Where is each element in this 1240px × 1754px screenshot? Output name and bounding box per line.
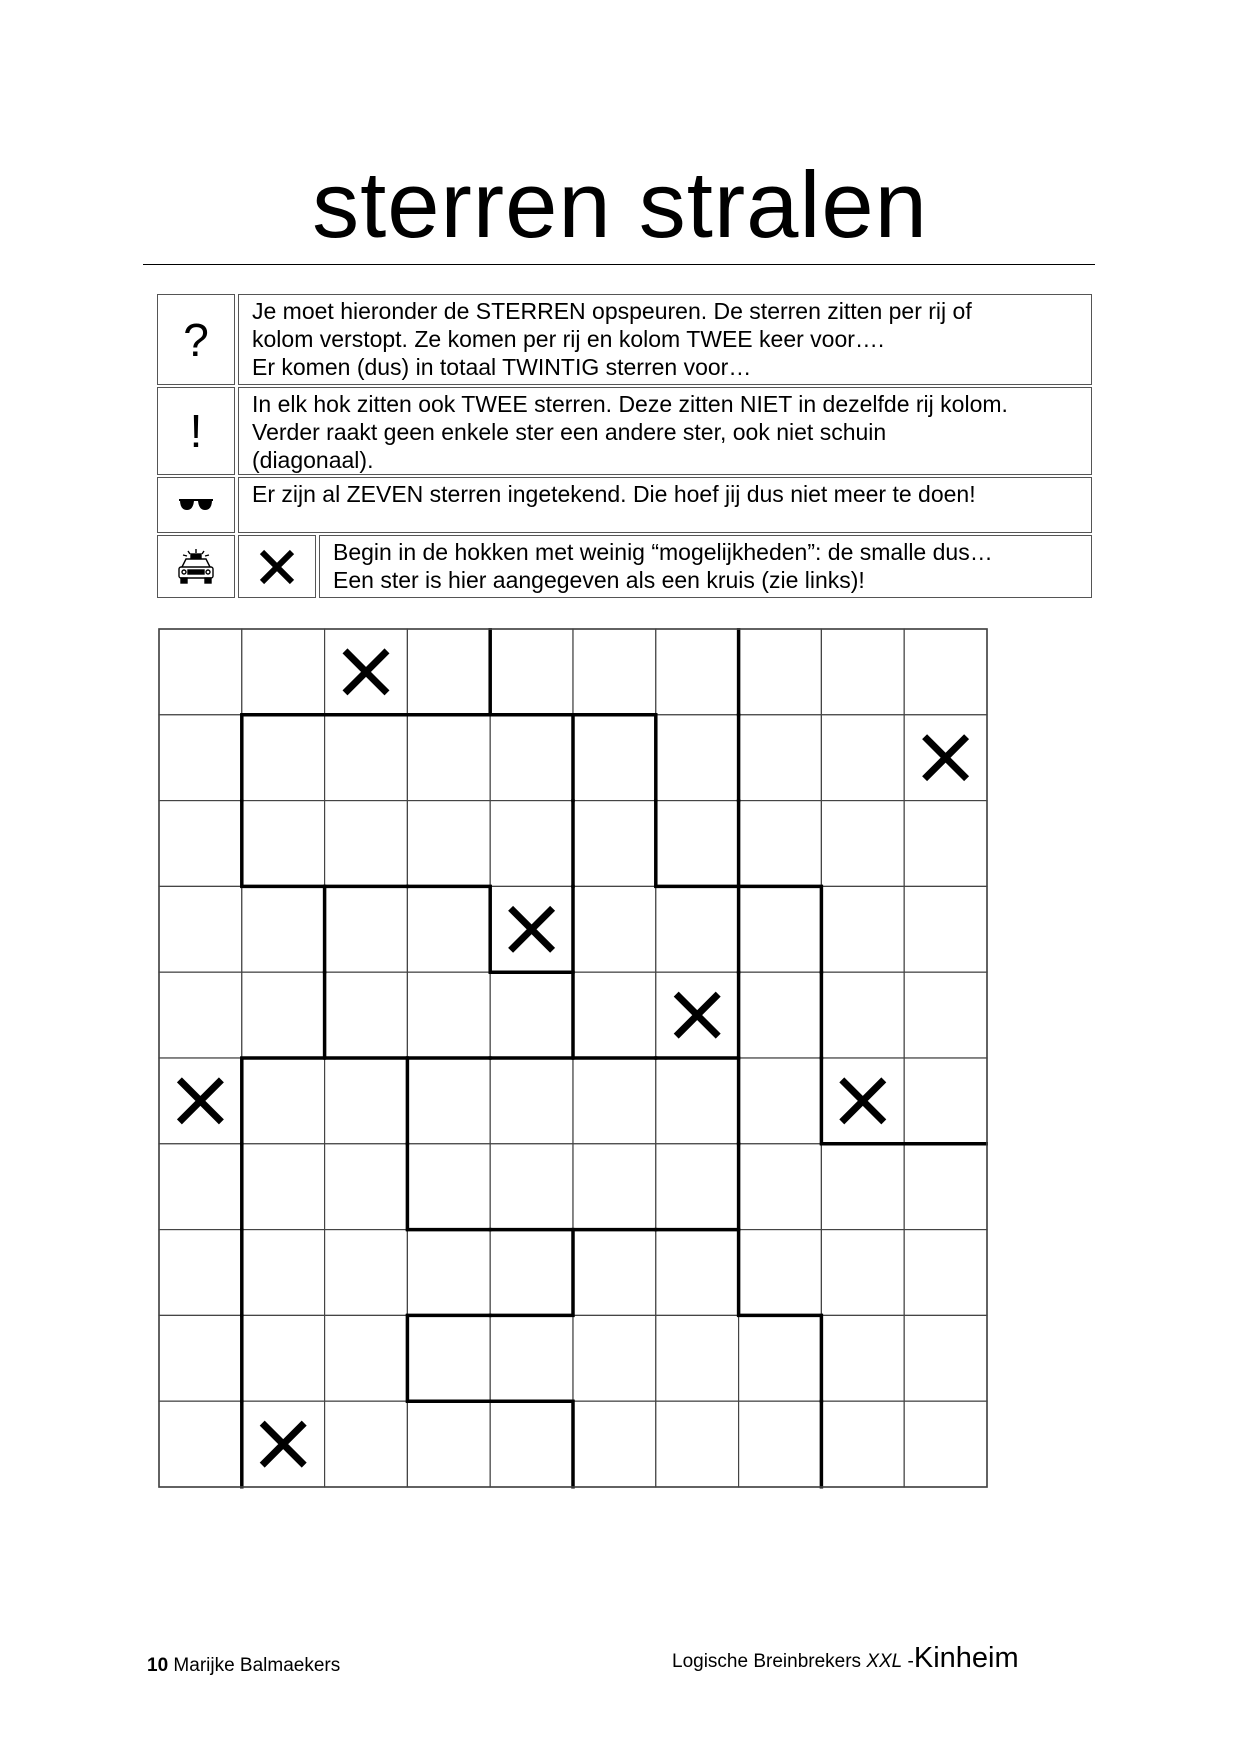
grid-cell[interactable] [407, 1058, 490, 1144]
grid-cell[interactable] [490, 1058, 573, 1144]
grid-cell[interactable] [821, 886, 904, 972]
grid-cell[interactable] [490, 1144, 573, 1230]
grid-cell[interactable] [656, 1401, 739, 1487]
grid-cell[interactable] [573, 801, 656, 887]
instruction-line: Verder raakt geen enkele ster een andere ster, ook niet schuin [252, 419, 887, 445]
instruction-row-2 [157, 387, 1092, 475]
grid-cell[interactable] [325, 1230, 408, 1316]
grid-cell[interactable] [739, 629, 822, 715]
grid-cell[interactable] [325, 801, 408, 887]
instruction-line: Begin in de hokken met weinig “mogelijkheden”: de smalle dus… [333, 539, 993, 565]
grid-cell[interactable] [325, 1058, 408, 1144]
grid-cell[interactable] [407, 972, 490, 1058]
grid-cell[interactable] [656, 886, 739, 972]
grid-cell[interactable] [573, 1315, 656, 1401]
grid-cell[interactable] [821, 1230, 904, 1316]
instruction-row-1 [157, 294, 1092, 385]
grid-cell[interactable] [904, 801, 987, 887]
grid-cell[interactable] [490, 801, 573, 887]
grid-cell[interactable] [159, 1144, 242, 1230]
footer-separator: - [907, 1651, 914, 1672]
grid-cell[interactable] [325, 1144, 408, 1230]
grid-cell[interactable] [821, 629, 904, 715]
grid-cell[interactable] [159, 1315, 242, 1401]
title-divider [143, 264, 1095, 265]
grid-cell[interactable] [739, 1144, 822, 1230]
grid-cell[interactable] [573, 1401, 656, 1487]
instruction-text-2 [238, 387, 1092, 475]
publisher-logo: Kinheim [913, 1642, 1019, 1674]
grid-cell[interactable] [242, 715, 325, 801]
book-title: Logische Breinbrekers [672, 1651, 862, 1672]
question-mark-icon: ? [157, 294, 235, 385]
grid-cell[interactable] [242, 1315, 325, 1401]
grid-cell[interactable] [407, 1230, 490, 1316]
instruction-row-4 [157, 535, 1092, 598]
instruction-line: Er zijn al ZEVEN sterren ingetekend. Die hoef jij dus niet meer te doen! [252, 481, 976, 507]
grid-cell[interactable] [242, 801, 325, 887]
page-title: sterren stralen [312, 152, 928, 257]
star-battle-grid[interactable] [158, 628, 988, 1490]
grid-cell[interactable] [904, 1058, 987, 1144]
grid-cell[interactable] [325, 1315, 408, 1401]
grid-cell[interactable] [739, 886, 822, 972]
grid-cell[interactable] [159, 1401, 242, 1487]
grid-cell[interactable] [159, 801, 242, 887]
grid-cell[interactable] [656, 629, 739, 715]
grid-cell[interactable] [656, 715, 739, 801]
cross-example-cell [238, 535, 316, 598]
grid-cell[interactable] [490, 715, 573, 801]
page-number: 10 [147, 1655, 169, 1676]
police-car-icon [157, 535, 235, 598]
grid-cell[interactable] [242, 1230, 325, 1316]
instruction-text-4 [319, 535, 1092, 598]
grid-cell[interactable] [821, 715, 904, 801]
grid-cell[interactable] [325, 1401, 408, 1487]
grid-cell[interactable] [242, 1058, 325, 1144]
grid-cell[interactable] [407, 715, 490, 801]
instruction-line: (diagonaal). [252, 447, 374, 473]
grid-cell[interactable] [739, 972, 822, 1058]
grid-cell[interactable] [573, 715, 656, 801]
grid-cell[interactable] [739, 1230, 822, 1316]
grid-cell[interactable] [573, 1058, 656, 1144]
instruction-text-1 [238, 294, 1092, 385]
grid-cell[interactable] [904, 972, 987, 1058]
grid-cell[interactable] [159, 629, 242, 715]
instruction-line: Een ster is hier aangegeven als een kruis (zie links)! [333, 567, 865, 593]
grid-cell[interactable] [242, 1144, 325, 1230]
author-name: Marijke Balmaekers [173, 1655, 341, 1676]
grid-cell[interactable] [407, 1144, 490, 1230]
instruction-line: Er komen (dus) in totaal TWINTIG sterren voor… [252, 354, 752, 380]
grid-cell[interactable] [407, 1315, 490, 1401]
grid-cell[interactable] [490, 1315, 573, 1401]
grid-cell[interactable] [159, 886, 242, 972]
grid-cell[interactable] [656, 1144, 739, 1230]
instruction-text-3 [238, 477, 1092, 533]
grid-cell[interactable] [739, 801, 822, 887]
footer-right [672, 1642, 1019, 1674]
grid-cell[interactable] [904, 886, 987, 972]
instruction-line: kolom verstopt. Ze komen per rij en kolom TWEE keer voor…. [252, 326, 885, 352]
grid-cell[interactable] [656, 1058, 739, 1144]
grid-cell[interactable] [407, 886, 490, 972]
grid-cell[interactable] [325, 972, 408, 1058]
grid-cell[interactable] [490, 1401, 573, 1487]
instruction-line: In elk hok zitten ook TWEE sterren. Deze zitten NIET in dezelfde rij kolom. [252, 391, 1008, 417]
grid-cell[interactable] [242, 629, 325, 715]
grid-cell[interactable] [325, 886, 408, 972]
sunglasses-icon [178, 497, 214, 513]
grid-cell[interactable] [490, 1230, 573, 1316]
grid-cell[interactable] [490, 972, 573, 1058]
grid-cell[interactable] [656, 801, 739, 887]
grid-cell[interactable] [821, 1315, 904, 1401]
police-car-icon [174, 547, 218, 587]
grid-cell[interactable] [325, 715, 408, 801]
grid-cell[interactable] [656, 1230, 739, 1316]
grid-cell[interactable] [407, 1401, 490, 1487]
grid-cell[interactable] [159, 1230, 242, 1316]
grid-cell[interactable] [242, 972, 325, 1058]
grid-cell[interactable] [407, 801, 490, 887]
grid-cell[interactable] [242, 886, 325, 972]
grid-cell[interactable] [904, 1144, 987, 1230]
grid-cell[interactable] [739, 1401, 822, 1487]
grid-cell[interactable] [821, 801, 904, 887]
grid-cell[interactable] [904, 1230, 987, 1316]
grid-cell[interactable] [573, 886, 656, 972]
footer-left [147, 1654, 340, 1678]
grid-cell[interactable] [739, 1315, 822, 1401]
grid-cell[interactable] [159, 972, 242, 1058]
grid-cell[interactable] [407, 629, 490, 715]
grid-cell[interactable] [904, 1401, 987, 1487]
grid-cell[interactable] [739, 715, 822, 801]
grid-cell[interactable] [490, 629, 573, 715]
grid-cell[interactable] [573, 1144, 656, 1230]
grid-cell[interactable] [821, 1401, 904, 1487]
grid-cell[interactable] [821, 1144, 904, 1230]
grid-cell[interactable] [904, 629, 987, 715]
instruction-row-3 [157, 477, 1092, 533]
grid-cell[interactable] [821, 972, 904, 1058]
grid-cell[interactable] [739, 1058, 822, 1144]
grid-cell[interactable] [573, 972, 656, 1058]
cross-icon [258, 548, 296, 586]
grid-cell[interactable] [573, 629, 656, 715]
grid-cell[interactable] [573, 1230, 656, 1316]
grid-cell[interactable] [159, 715, 242, 801]
grid-cell[interactable] [904, 1315, 987, 1401]
exclamation-mark-icon: ! [157, 387, 235, 475]
instruction-line: Je moet hieronder de STERREN opspeuren. De sterren zitten per rij of [252, 298, 972, 324]
sunglasses-icon [157, 477, 235, 533]
book-suffix: XXL [866, 1651, 903, 1672]
grid-cell[interactable] [656, 1315, 739, 1401]
